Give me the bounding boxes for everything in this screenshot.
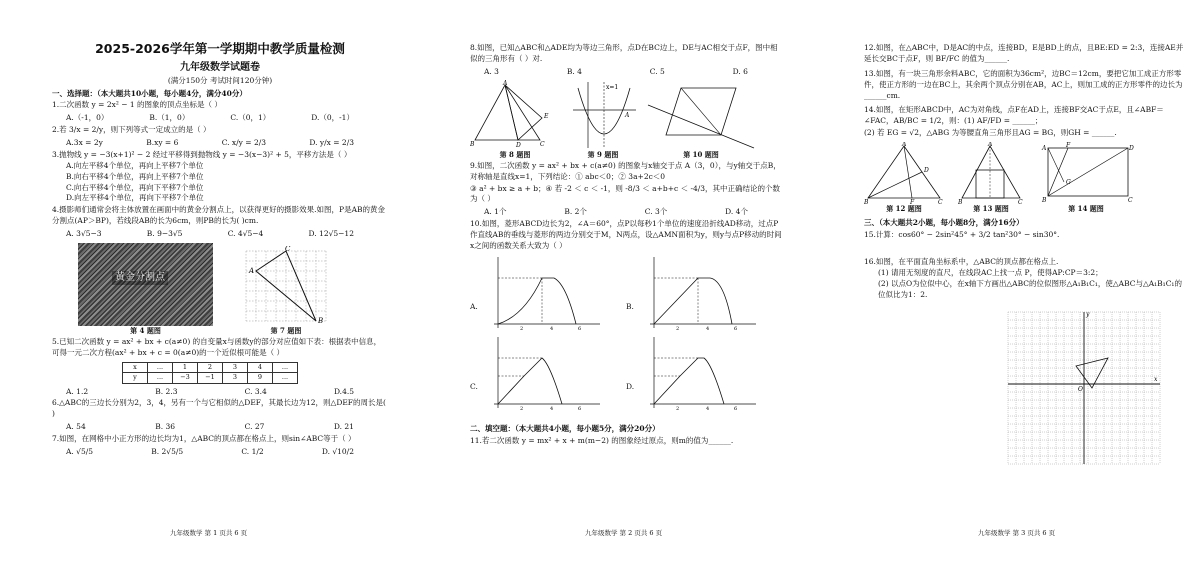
question-16: 16.如图，在平面直角坐标系中，△ABC的顶点都在格点上. (864, 256, 1059, 266)
svg-text:C: C (938, 199, 943, 204)
option: A. √5/5 (66, 446, 94, 456)
table-cell: 9 (248, 373, 273, 383)
svg-text:C: C (540, 140, 545, 148)
table-cell: 2 (198, 362, 223, 372)
svg-text:B: B (470, 140, 475, 148)
question-9: 9.如图，二次函数 y = ax² + bx + c(a≠0) 的图象与x轴交于点 A（3，0），与y轴交于点B，对称轴是直线x=1，下列结论：① abc＜0；② 3a+2c＜0 (470, 160, 781, 181)
question-2: 2.若 3/x = 2/y，则下列等式一定成立的是（ ） (52, 125, 211, 135)
svg-text:B: B (864, 199, 869, 204)
table-cell: ... (273, 362, 298, 372)
answer-graph-d (626, 334, 782, 412)
table-cell: ... (273, 373, 298, 383)
section-1-heading: 一、选择题：（本大题共10小题，每小题4分，满分40分） (52, 88, 247, 98)
svg-text:6: 6 (734, 405, 738, 412)
question-14: 14.如图，在矩形ABCD中，AC为对角线，点F在AD上，连接BF交AC于点E，且∠ABF＝∠FAC，AB/BC = 1/2，则：(1) AF/FD = ______； (864, 105, 1164, 126)
coordinate-plane-figure (1004, 308, 1164, 468)
table-cell: x (123, 362, 148, 372)
svg-text:4: 4 (549, 325, 553, 332)
option: C. 5 (649, 66, 665, 76)
figure-10 (646, 80, 756, 160)
svg-text:B: B (1042, 197, 1047, 204)
triangle-bd-figure (864, 142, 944, 204)
question-13: 13.如图，有一块三角形余料ABC，它的面积为36cm²，边BC＝12cm，要把它加工成正方形零件，使正方形的一边在BC上，其余两个顶点分别在AB，AC上，则加工成的正方形零件的边长为______cm. (864, 68, 1183, 100)
svg-text:x: x (1154, 376, 1158, 384)
question-6-options (52, 422, 388, 433)
svg-text:A: A (503, 79, 508, 87)
svg-text:C: C (1128, 197, 1133, 204)
figures-4-7 (52, 243, 388, 336)
grid-triangle-figure (241, 246, 331, 326)
option: D. √10/2 (321, 446, 354, 456)
question-5-options (52, 387, 388, 398)
exam-title: 2025-2026学年第一学期期中教学质量检测 (95, 41, 345, 56)
figures-12-14 (864, 142, 1186, 214)
svg-text:O: O (1078, 386, 1083, 394)
question-16-part-2: (2) 以点O为位似中心，在x轴下方画出△ABC的位似图形△A₁B₁C₁，使△ABC与△A₁B₁C₁的位似比为1：2. (878, 278, 1182, 299)
page-footer: 九年级数学 第 3 页共 6 页 (978, 528, 1056, 537)
option: B. 9−3√5 (146, 229, 183, 238)
svg-text:2: 2 (675, 325, 680, 332)
option: A.（-1，0） (66, 113, 109, 123)
golden-ratio-photo (78, 243, 213, 326)
option: A. 1个 (484, 207, 507, 217)
figure-12-caption: 第 12 题图 (886, 204, 922, 213)
figure-10-caption: 第 10 题图 (683, 149, 719, 159)
table-row-y (123, 373, 298, 383)
table-cell: 3 (223, 362, 248, 372)
svg-text:F: F (910, 199, 915, 204)
svg-text:4: 4 (705, 325, 710, 332)
option: D.4.5 (333, 386, 354, 396)
table-cell: ... (148, 362, 173, 372)
option: C. 1/2 (241, 446, 264, 456)
function-graph (640, 334, 760, 412)
figure-4-caption: 第 4 题图 (130, 325, 161, 335)
svg-text:6: 6 (577, 405, 582, 412)
table-cell: −1 (198, 373, 223, 383)
answer-graphs-row-2 (470, 334, 782, 412)
option: B.xy = 6 (146, 138, 179, 147)
function-graph (484, 254, 604, 332)
svg-text:B: B (958, 199, 963, 204)
option: D. 12√5−12 (308, 229, 354, 238)
photo-caption-text: 黄金分割点 (112, 271, 168, 286)
coordinate-grid (1004, 308, 1186, 468)
svg-text:4: 4 (549, 405, 554, 412)
figure-7 (241, 246, 331, 336)
option: A. 54 (66, 422, 86, 432)
question-3: 3.抛物线 y = −3(x+1)² − 2 经过平移得到抛物线 y = −3(x−3)² + 5，平移方法是（ ） (52, 149, 352, 159)
option: A.3x = 2y (66, 138, 103, 147)
graph-label: B. (626, 301, 634, 311)
option: D.（0，-1） (311, 113, 354, 123)
answer-graph-a (470, 254, 626, 332)
svg-text:D: D (924, 167, 929, 174)
question-7: 7.如图，在网格中小正方形的边长均为1，△ABC的顶点都在格点上，则sin∠ABC等于（ ） (52, 434, 356, 444)
option: A. 3√5−3 (66, 229, 102, 238)
figures-8-10 (470, 80, 782, 160)
figure-4 (78, 243, 213, 336)
answer-graph-b (626, 254, 782, 332)
graph-label: C. (470, 381, 478, 391)
table-cell: ... (148, 373, 173, 383)
option: A. 1.2 (66, 386, 89, 396)
figure-14 (1038, 142, 1134, 214)
option: D. 21 (333, 422, 354, 432)
equilateral-triangles-figure (470, 80, 560, 150)
svg-text:2: 2 (519, 405, 524, 412)
option: D. 4个 (725, 207, 748, 217)
svg-text:6: 6 (577, 325, 581, 332)
option: B. 36 (155, 422, 176, 432)
question-4: 4.摄影师们通常会将主体放置在画面中的黄金分割点上，以获得更好的摄影效果.如图，P是AB的黄金分割点(AP＞BP)，若线段AB的长为6cm，则PB的长为( )cm. (52, 205, 386, 226)
answer-graphs-row-1 (470, 254, 782, 332)
table-cell: 4 (248, 362, 273, 372)
section-3-heading: 三、（本大题共2小题，每小题8分，满分16分） (864, 218, 1024, 228)
svg-text:D: D (516, 141, 521, 149)
option: C.向右平移4个单位，再向下平移7个单位 (66, 182, 204, 192)
option: C. 3个 (644, 207, 668, 217)
svg-text:y: y (1086, 311, 1090, 319)
option: C. 27 (244, 422, 265, 432)
question-2-options (52, 138, 388, 149)
question-11: 11.若二次函数 y = mx² + x + m(m−2) 的图象经过原点，则m的值为______. (470, 435, 734, 445)
page-footer: 九年级数学 第 2 页共 6 页 (585, 528, 663, 537)
question-9-options (470, 207, 782, 218)
svg-text:x=1: x=1 (606, 83, 619, 91)
option: B.（1，0） (149, 113, 190, 123)
parallelogram-figure (646, 80, 756, 150)
figure-12 (864, 142, 944, 214)
table-cell: y (123, 373, 148, 383)
option: A. 3 (484, 66, 499, 76)
option: A.向左平移4个单位，再向上平移7个单位 (66, 160, 204, 170)
figure-13-caption: 第 13 题图 (973, 204, 1009, 213)
question-4-options (52, 229, 388, 240)
rectangle-figure (1038, 142, 1134, 204)
question-5: 5.已知二次函数 y = ax² + bx + c(a≠0) 的自变量x与函数y的部分对应值如下表：根据表中信息，可得一元二次方程(ax² + bx + c = 0(a≠0)的一个近似根可能是（ ） (52, 337, 382, 357)
svg-text:D: D (1129, 145, 1134, 152)
function-graph (484, 334, 604, 412)
question-16-part-1: (1) 请用无刻度的直尺，在线段AC上找一点 P，使得AP:CP＝3:2； (878, 267, 1103, 277)
option: B. 4 (566, 66, 582, 76)
svg-text:A: A (249, 266, 255, 275)
svg-text:F: F (1066, 142, 1071, 149)
figure-9 (568, 80, 638, 160)
table-cell: 1 (173, 362, 198, 372)
graph-label: A. (470, 301, 478, 311)
question-1: 1.二次函数 y = 2x² − 1 的图象的顶点坐标是（ ） (52, 100, 222, 110)
section-2-heading: 二、填空题：（本大题共4小题，每小题5分，满分20分） (470, 423, 660, 433)
figure-8-caption: 第 8 题图 (499, 149, 531, 159)
option: B. 2个 (564, 207, 587, 217)
svg-text:B: B (318, 316, 324, 325)
figure-9-caption: 第 9 题图 (587, 149, 619, 159)
question-8-options (470, 67, 782, 78)
option: D.向左平移4个单位，再向下平移7个单位 (66, 193, 204, 203)
table-cell: 3 (223, 373, 248, 383)
svg-text:C: C (1018, 199, 1023, 204)
value-table (122, 362, 298, 384)
svg-text:6: 6 (733, 325, 738, 332)
svg-text:C: C (285, 245, 291, 253)
svg-text:A: A (902, 142, 907, 148)
question-7-options (52, 447, 388, 458)
option: D. 6 (732, 66, 748, 76)
exam-page-1 (0, 0, 400, 564)
question-12: 12.如图，在△ABC中，D是AC的中点，连接BD，E是BD上的点，且BE:ED = 2:3，连接AE并延长交BC于点F，则 BF/FC 的值为______. (864, 43, 1184, 63)
option: B.向右平移4个单位，再向上平移7个单位 (66, 171, 204, 181)
option: C. 4√5−4 (227, 229, 264, 238)
figure-14-caption: 第 14 题图 (1068, 204, 1104, 213)
question-9-continued: ③ a² + bx ≥ a + b；④ 若 -2 ＜ c ＜ -1，则 -8/3 ＜ a+b+c ＜ -4/3，其中正确结论的个数为（ ） (470, 183, 781, 204)
function-graph (640, 254, 760, 332)
svg-text:A: A (625, 111, 630, 119)
svg-text:2: 2 (519, 325, 523, 332)
svg-text:4: 4 (706, 405, 710, 412)
graph-label: D. (626, 381, 635, 391)
option: B. 2√5/5 (151, 446, 184, 456)
exam-page-3 (800, 0, 1200, 564)
option: C. x/y = 2/3 (221, 138, 267, 147)
question-14-part-2: (2) 若 EG = √2，△ABG 为等腰直角三角形且AG = BG，则GH = ______. (864, 128, 1117, 138)
page-footer: 九年级数学 第 1 页共 6 页 (170, 528, 248, 537)
figure-13 (958, 142, 1024, 214)
svg-text:A: A (1042, 145, 1047, 152)
question-8: 8.如图，已知△ABC和△ADE均为等边三角形，点D在BC边上，DE与AC相交于点F，图中相似的三角形有（ ）对. (470, 43, 778, 63)
answer-graph-c (470, 334, 626, 412)
option: C. 3.4 (244, 386, 267, 396)
table-row-x (123, 362, 298, 372)
option: B. 2.3 (155, 386, 178, 396)
question-6: 6.△ABC的三边长分别为2，3，4，另有一个与它相似的△DEF，其最长边为12，则△DEF的周长是( ) (52, 398, 386, 419)
exam-page-2 (400, 0, 800, 564)
figure-7-caption: 第 7 题图 (270, 325, 302, 335)
option: C.（0，1） (230, 113, 271, 123)
figure-8 (470, 80, 560, 160)
table-cell: −3 (173, 373, 198, 383)
square-in-triangle-figure (958, 142, 1024, 204)
question-10: 10.如图，菱形ABCD边长为2，∠A＝60°，点P以每秒1个单位的速度沿折线AD移动，过点P作直线AB的垂线与菱形的两边分别交于M，N两点，设△AMN面积为y，则y与点P移动的时间x之间的函数关系大致为（ ） (470, 219, 782, 250)
exam-meta: (满分150分 考试时间120分钟) (167, 75, 273, 85)
exam-subtitle: 九年级数学试题卷 (180, 62, 260, 74)
option: D. y/x = 2/3 (309, 138, 354, 147)
question-15: 15.计算：cos60° − 2sin²45° + 3/2 tan²30° − sin30°. (864, 230, 1060, 240)
svg-text:2: 2 (676, 405, 680, 412)
svg-text:A: A (988, 142, 993, 148)
parabola-figure (568, 80, 638, 150)
svg-text:G: G (1066, 179, 1071, 186)
svg-text:E: E (544, 112, 549, 120)
question-1-options (52, 113, 388, 124)
